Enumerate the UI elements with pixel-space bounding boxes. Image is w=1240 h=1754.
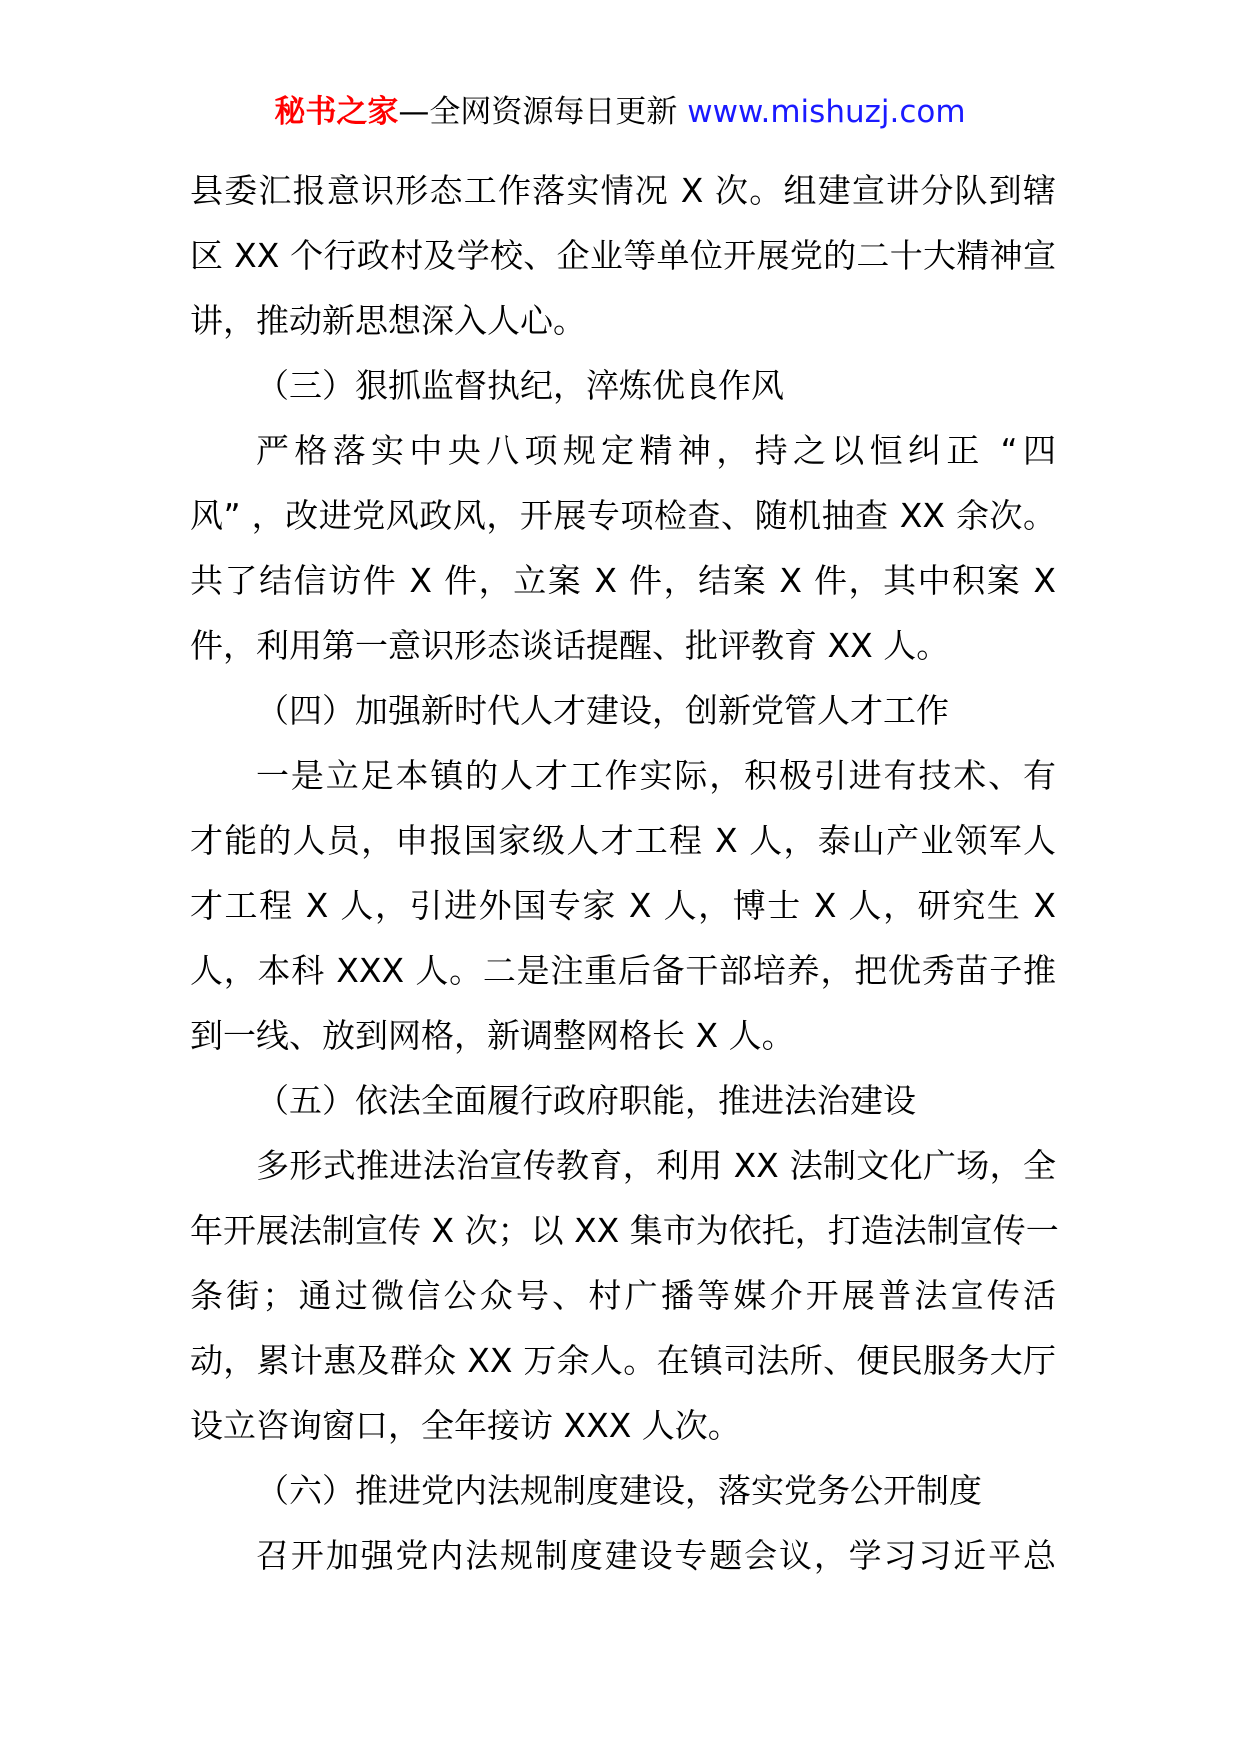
paragraph-line: 设立咨询窗口，全年接访 XXX 人次。 [190, 1406, 741, 1445]
section-heading-4: （四）加强新时代人才建设，创新党管人才工作 [256, 691, 949, 730]
site-header [0, 92, 1240, 132]
paragraph-line: 到一线、放到网格，新调整网格长 X 人。 [190, 1016, 795, 1055]
paragraph-line: 一是立足本镇的人才工作实际，积极引进有技术、有 [256, 756, 1056, 795]
paragraph-line: 风” ，改进党风政风，开展专项检查、随机抽查 XX 余次。 [190, 496, 1056, 535]
paragraph-line: 动，累计惠及群众 XX 万余人。在镇司法所、便民服务大厅 [190, 1341, 1056, 1380]
paragraph-line: 严格落实中央八项规定精神，持之以恒纠正 “四 [256, 431, 1056, 470]
paragraph-line: 件，利用第一意识形态谈话提醒、批评教育 XX 人。 [190, 626, 950, 665]
site-url-link[interactable]: www.mishuzj.com [687, 94, 966, 130]
paragraph-line: 召开加强党内法规制度建设专题会议，学习习近平总 [256, 1536, 1056, 1575]
paragraph-line: 县委汇报意识形态工作落实情况 X 次。组建宣讲分队到辖 [190, 171, 1056, 210]
paragraph-line: 人，本科 XXX 人。二是注重后备干部培养，把优秀苗子推 [190, 951, 1056, 990]
paragraph-line: 条街；通过微信公众号、村广播等媒介开展普法宣传活 [190, 1276, 1056, 1315]
paragraph-line: 讲，推动新思想深入人心。 [190, 301, 586, 340]
paragraph-line: 共了结信访件 X 件，立案 X 件，结案 X 件，其中积案 X [190, 561, 1056, 600]
paragraph-line: 区 XX 个行政村及学校、企业等单位开展党的二十大精神宣 [190, 236, 1056, 275]
paragraph-line: 年开展法制宣传 X 次；以 XX 集市为依托，打造法制宣传一 [190, 1211, 1059, 1250]
paragraph-line: 才工程 X 人，引进外国专家 X 人，博士 X 人，研究生 X [190, 886, 1056, 925]
paragraph-line: 多形式推进法治宣传教育，利用 XX 法制文化广场，全 [256, 1146, 1056, 1185]
site-tagline: —全网资源每日更新 [398, 94, 688, 130]
paragraph-line: 才能的人员，申报国家级人才工程 X 人，泰山产业领军人 [190, 821, 1056, 860]
section-heading-6: （六）推进党内法规制度建设，落实党务公开制度 [256, 1471, 982, 1510]
section-heading-5: （五）依法全面履行政府职能，推进法治建设 [256, 1081, 916, 1120]
section-heading-3: （三）狠抓监督执纪，淬炼优良作风 [256, 366, 784, 405]
document-body [190, 158, 1059, 1588]
site-brand: 秘书之家 [274, 94, 399, 130]
